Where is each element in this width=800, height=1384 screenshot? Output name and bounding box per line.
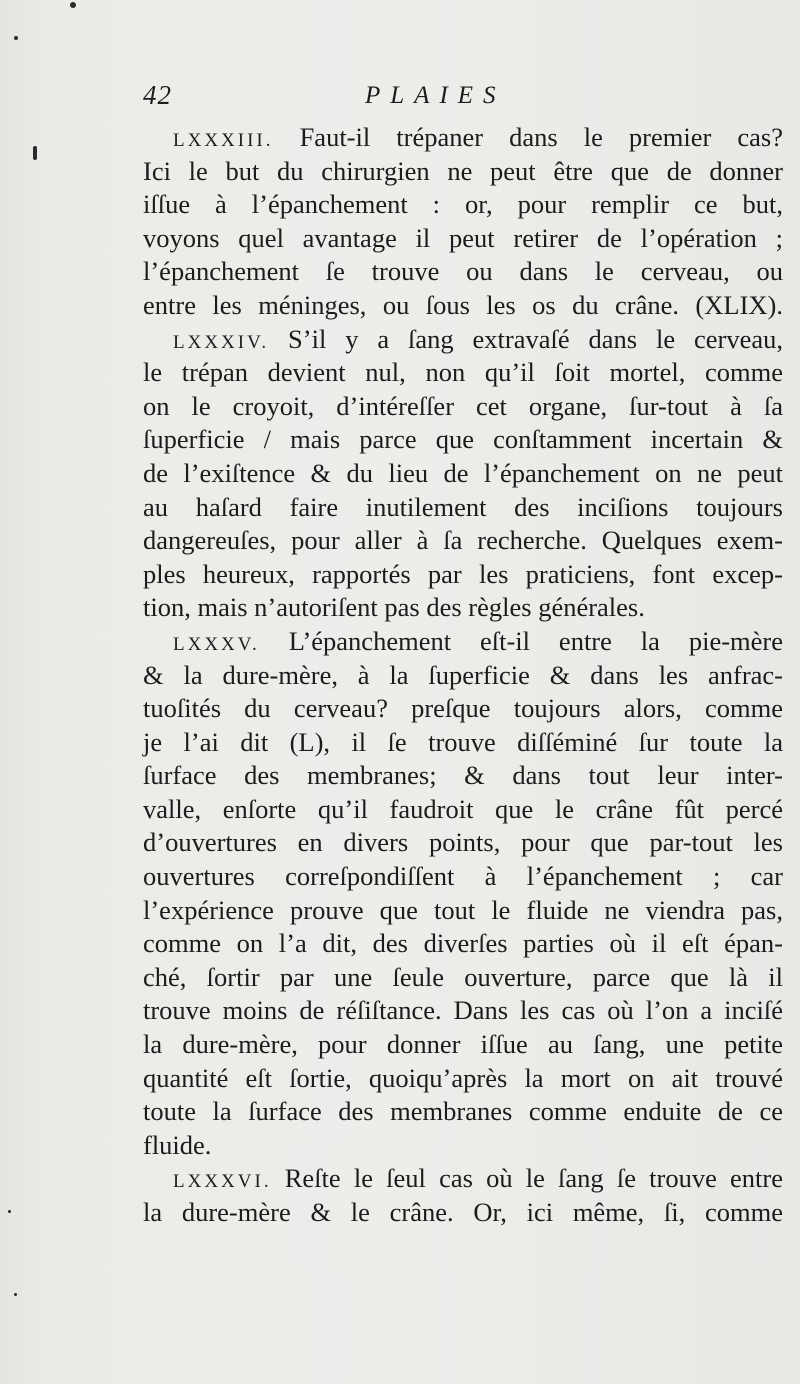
text-line: comme on l’a dit, des diverſes parties où il eſt épan-: [143, 928, 783, 959]
text-line: quantité eſt ſortie, quoiqu’après la mort on ait trouvé: [143, 1062, 783, 1093]
text-line: ples heureux, rapportés par les praticiens, font excep-: [143, 558, 783, 589]
text-line: LXXXIV. S’il y a ſang extravaſé dans le cerveau,: [173, 323, 783, 354]
ink-speck: [14, 36, 18, 40]
text-line: je l’ai dit (L), il ſe trouve diſſéminé ſur toute la: [143, 726, 783, 757]
paragraph-number: LXXXVI.: [173, 1171, 272, 1193]
ink-speck: [8, 1210, 11, 1213]
text-line: LXXXIII. Faut-il trépaner dans le premier cas?: [173, 122, 783, 152]
text-line: toute la ſurface des membranes comme enduite de ce: [143, 1096, 783, 1127]
text-line: la dure-mère & le crâne. Or, ici même, ſi, comme: [143, 1197, 783, 1227]
paragraph-number: LXXXIV.: [173, 331, 270, 353]
text-line: le trépan devient nul, non qu’il ſoit mortel, comme: [143, 357, 783, 388]
text-line: d’ouvertures en divers points, pour que par-tout les: [143, 827, 783, 858]
text-line: dangereuſes, pour aller à ſa recherche. Quelques exem-: [143, 525, 783, 556]
ink-speck: [33, 146, 37, 160]
page-number: 42: [143, 80, 172, 110]
text-line: & la dure-mère, à la ſuperficie & dans les anfrac-: [143, 659, 783, 690]
text-line: l’épanchement ſe trouve ou dans le cerveau, ou: [143, 256, 783, 287]
text-line: tuoſités du cerveau? preſque toujours alors, comme: [143, 693, 783, 724]
text-line: iſſue à l’épanchement : or, pour remplir ce but,: [143, 189, 783, 220]
text-line: ſurface des membranes; & dans tout leur inter-: [143, 760, 783, 791]
running-head: PLAIES: [365, 82, 506, 109]
text-line: on le croyoit, d’intéreſſer cet organe, ſur-tout à ſa: [143, 390, 783, 421]
ink-speck: [14, 1293, 17, 1296]
text-line: tion, mais n’autoriſent pas des règles générales.: [143, 592, 645, 623]
paragraph-number: LXXXIII.: [173, 130, 274, 151]
paragraph-number: LXXXV.: [173, 633, 260, 655]
text-line: entre les méninges, ou ſous les os du crâne. (XLIX).: [143, 289, 783, 320]
text-line: voyons quel avantage il peut retirer de l’opération ;: [143, 222, 783, 253]
text-line: ché, ſortir par une ſeule ouverture, parce que là il: [143, 961, 783, 992]
ink-speck: [70, 2, 76, 8]
text-line: fluide.: [143, 1129, 212, 1160]
text-line: l’expérience prouve que tout le fluide ne viendra pas,: [143, 894, 783, 925]
text-line: trouve moins de réſiſtance. Dans les cas où l’on a inciſé: [143, 995, 783, 1026]
text-line: LXXXV. L’épanchement eſt-il entre la pie-mère: [173, 625, 783, 656]
text-line: ouvertures correſpondiſſent à l’épanchement ; car: [143, 861, 783, 892]
body-text: [143, 121, 783, 1230]
text-line: ſuperficie / mais parce que conſtamment incertain &: [143, 424, 783, 455]
text-line: LXXXVI. Reſte le ſeul cas où le ſang ſe trouve entre: [173, 1163, 783, 1194]
text-line: valle, enſorte qu’il faudroit que le crâne fût percé: [143, 793, 783, 824]
text-line: la dure-mère, pour donner iſſue au ſang, une petite: [143, 1029, 783, 1060]
text-line: au haſard faire inutilement des inciſions toujours: [143, 491, 783, 522]
page-header: [143, 80, 783, 116]
text-line: Ici le but du chirurgien ne peut être que de donner: [143, 155, 783, 186]
text-line: de l’exiſtence & du lieu de l’épanchement on ne peut: [143, 457, 783, 488]
